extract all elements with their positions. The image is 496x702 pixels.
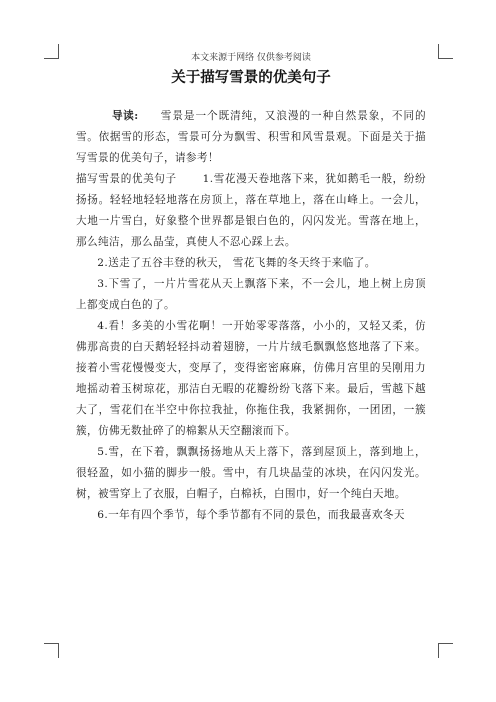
- paragraph-6: 6.一年有四个季节，每个季节都有不同的景色，而我最喜欢冬天: [97, 509, 405, 521]
- source-notice: 本文来源于网络 仅供参考阅读: [191, 53, 311, 63]
- paragraph-5: 5.雪，在下着，飘飘扬扬地从天上落下，落到屋顶上，落到地上，很轻盈，如小猫的脚步一般。雪中，有几块晶莹的冰块，在闪闪发光。树，被雪穿上了衣服，白帽子，白棉袄，白围巾，好一个纯白天地。: [76, 446, 426, 500]
- document-page: [76, 52, 426, 526]
- crop-mark-top-right: [438, 44, 453, 59]
- crop-mark-top-left: [44, 44, 59, 59]
- paragraph-1: [76, 169, 426, 253]
- paragraph-1-text: 1.雪花漫天卷地落下来，犹如鹅毛一般，纷纷扬扬。轻轻地轻轻地落在房顶上，落在草地上，落在山峰上。一会儿，大地一片雪白，好象整个世界都是银白色的，闪闪发光。雪落在地上，那么纯洁，那么晶莹，真使人不忍心踩上去。: [76, 173, 426, 248]
- intro-text: 雪景是一个既清纯，又浪漫的一种自然景象，不同的雪。依据雪的形态，雪景可分为飘雪、积雪和风雪景观。下面是关于描写雪景的优美句子，请参考！: [76, 110, 426, 164]
- intro-paragraph: [76, 106, 426, 169]
- paragraph-3: 3.下雪了，一片片雪花从天上飘落下来，不一会儿，地上树上房顶上都变成白色的了。: [76, 278, 426, 311]
- section-heading: 描写雪景的优美句子: [76, 173, 177, 185]
- intro-label: 导读:: [112, 110, 139, 122]
- crop-mark-bottom-right: [438, 643, 453, 658]
- paragraph-2: 2.送走了五谷丰登的秋天， 雪花飞舞的冬天终于来临了。: [97, 257, 376, 269]
- crop-mark-bottom-left: [44, 643, 59, 658]
- paragraph-4: 4.看！多美的小雪花啊！一开始零零落落，小小的，又轻又柔，仿佛那高贵的白天鹅轻轻抖动着翅膀，一片片绒毛飘飘悠悠地落了下来。接着小雪花慢慢变大，变厚了，变得密密麻麻，仿佛月宫里的吴刚用力地摇动着玉树琼花，那洁白无暇的花瓣纷纷飞落下来。最后，雪越下越大了，雪花们在半空中你拉我扯，你拖住我，我紧拥你，一团团，一簇簇，仿佛无数扯碎了的棉絮从天空翻滚而下。: [76, 320, 426, 437]
- document-title: 关于描写雪景的优美句子: [171, 70, 331, 86]
